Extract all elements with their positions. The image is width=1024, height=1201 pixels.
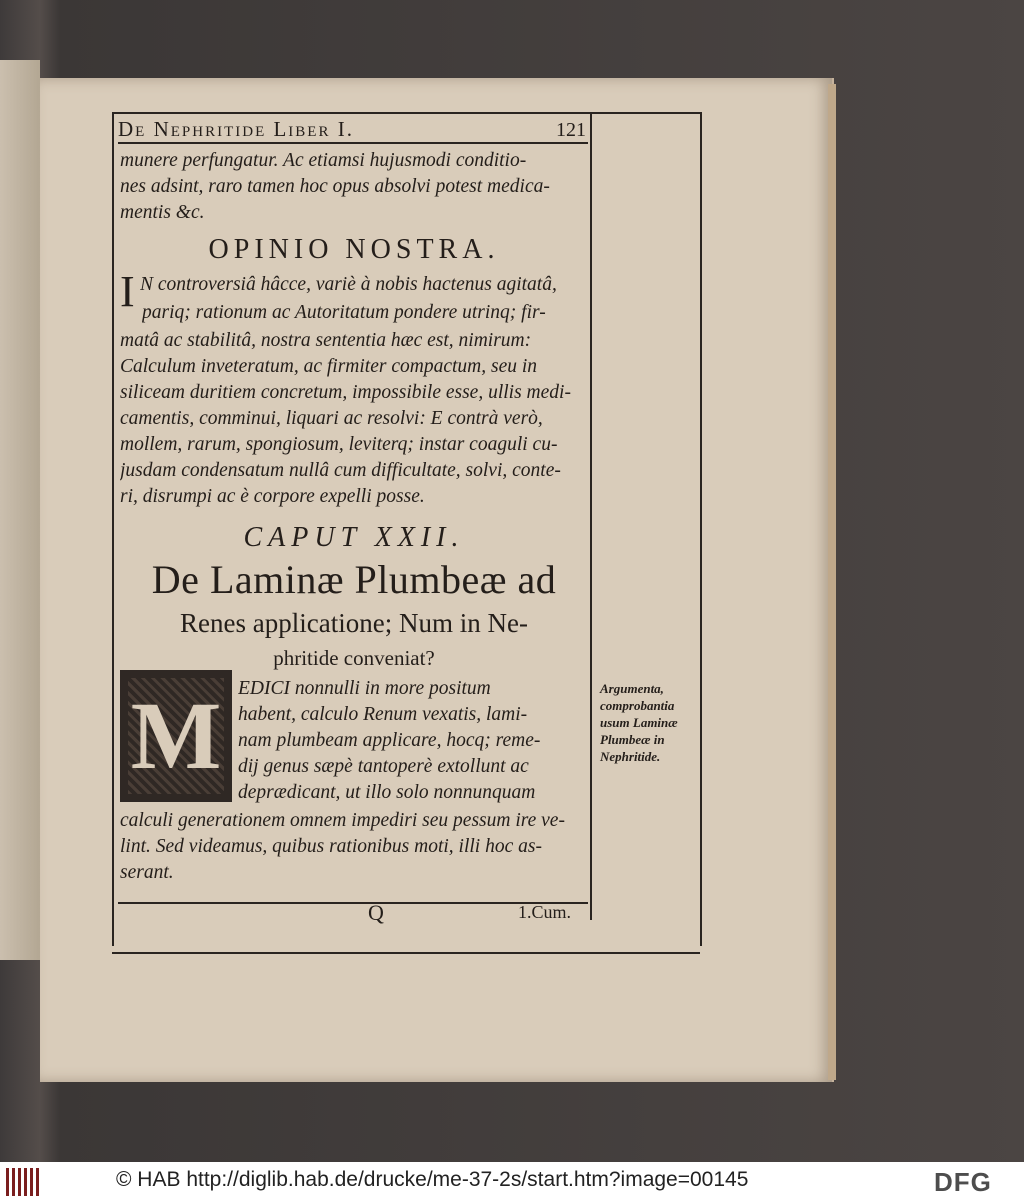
initial-letter: I [120, 267, 135, 316]
margin-note-line: usum Laminæ [600, 715, 678, 730]
text-line: ri, disrumpi ac è corpore expelli posse. [120, 486, 425, 507]
text-line: nam plumbeam applicare, hocq; reme- [238, 730, 541, 751]
margin-note [600, 680, 692, 765]
margin-note-line: comprobantia [600, 698, 675, 713]
text-line: N controversiâ hâcce, variè à nobis hactenus agitatâ, [140, 274, 557, 295]
catchword: 1.Cum. [518, 902, 572, 922]
margin-note-line: Nephritide. [600, 749, 661, 764]
text-line: nes adsint, raro tamen hoc opus absolvi potest medica- [120, 176, 550, 197]
text-line: lint. Sed videamus, quibus rationibus moti, illi hoc as- [120, 836, 542, 857]
text-line: Calculum inveteratum, ac firmiter compactum, seu in [120, 356, 538, 377]
text-line: calculi generationem omnem impediri seu pessum ire ve- [120, 810, 565, 831]
text-line: EDICI nonnulli in more positum [238, 678, 491, 699]
hab-logo-icon [6, 1168, 42, 1196]
margin-note-line: Argumenta, [600, 681, 664, 696]
margin-note-line: Plumbeæ in [600, 732, 665, 747]
text-line: matâ ac stabilitâ, nostra sententia hæc est, nimirum: [120, 330, 532, 351]
text-line: habent, calculo Renum vexatis, lami- [238, 704, 528, 725]
section-heading: OPINIO NOSTRA. [208, 234, 500, 265]
page-edge [828, 84, 836, 1080]
decorated-initial [120, 670, 232, 802]
text-line: siliceam duritiem concretum, impossibile esse, ullis medi- [120, 382, 571, 403]
page-number: 121 [556, 119, 586, 141]
text-line: deprædicant, ut illo solo nonnunquam [238, 782, 536, 803]
facing-page-edge [0, 60, 40, 960]
text-line: pariq; rationum ac Autoritatum pondere utrinq; fir- [142, 302, 546, 323]
dfg-logo: DFG [934, 1167, 992, 1197]
running-head: De Nephritide Liber I. [118, 117, 354, 141]
chapter-number: CAPUT XXII. [243, 522, 465, 553]
text-line: camentis, comminui, liquari ac resolvi: E contrà verò, [120, 408, 543, 429]
text-line: munere perfungatur. Ac etiamsi hujusmodi conditio- [120, 150, 527, 171]
text-line: dij genus sæpè tantoperè extollunt ac [238, 756, 529, 777]
initial-letter: M [130, 682, 222, 789]
chapter-title-line: Renes applicatione; Num in Ne- [180, 608, 528, 638]
text-line: mentis &c. [120, 202, 205, 223]
text-line: jusdam condensatum nullâ cum difficultate, solvi, conte- [120, 460, 561, 481]
chapter-title-line: De Laminæ Plumbeæ ad [151, 557, 557, 602]
page-header [118, 116, 588, 144]
text-line: mollem, rarum, spongiosum, leviterq; instar coaguli cu- [120, 434, 558, 455]
copyright-link[interactable]: © HAB http://diglib.hab.de/drucke/me-37-2s/start.htm?image=00145 [116, 1168, 749, 1191]
signature-mark: Q [368, 900, 384, 925]
copyright-bar [0, 1162, 1024, 1201]
text-line: serant. [120, 862, 174, 883]
chapter-title-line: phritide conveniat? [273, 646, 435, 670]
